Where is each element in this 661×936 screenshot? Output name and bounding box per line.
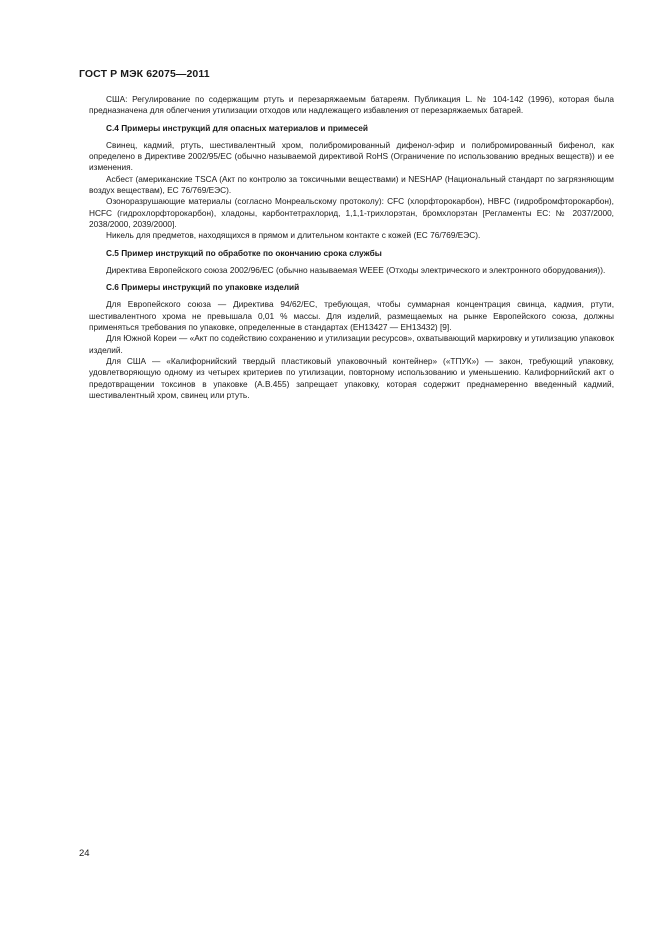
paragraph-eu-packaging: Для Европейского союза — Директива 94/62/ЕС, требующая, чтобы суммарная концентрация свинца, кадмия, ртути, шестивалентного хрома не превышала 0,01 % массы. Для изделий, размещаемых на рынке Европейского союза, должны применяться требования по упаковке, определенные в стандартах (ЕН13427 — ЕН13432) [9]. [89, 299, 614, 333]
paragraph-rohs: Свинец, кадмий, ртуть, шестивалентный хром, полибромированный дифенол-эфир и полибромированный бифенол, как определено в Директиве 2002/95/ЕС (обычно называемой директивой RoHS (Ограничение по использованию вредных веществ)) и ее изменения. [89, 139, 614, 173]
paragraph-nickel: Никель для предметов, находящихся в прямом и длительном контакте с кожей (ЕС 76/769/ЕЭС). [106, 230, 481, 241]
paragraph-asbestos: Асбест (американские TSCA (Акт по контролю за токсичными веществами) и NESHAP (Национальный стандарт по загрязняющим воздух веществам), ЕС 76/769/ЕЭС). [89, 173, 614, 196]
section-heading-c4: С.4 Примеры инструкций для опасных материалов и примесей [106, 122, 368, 133]
paragraph-ozone: Озоноразрушающие материалы (согласно Монреальскому протоколу): CFC (хлорфторокарбон), HBFC (гидробромфторокарбон), HCFC (гидрохлорфторокарбон), хладоны, карбонтетрахлорид, 1,1,1-трихлорэтан, бромхлорэтан [Регламенты ЕС: № 2037/2000, 2038/2000, 2039/2000]. [89, 196, 614, 229]
paragraph-korea-packaging: Для Южной Кореи — «Акт по содействию сохранению и утилизации ресурсов», охватывающий маркировку и утилизацию упаковок изделий. [89, 333, 614, 355]
page-title: ГОСТ Р МЭК 62075—2011 [79, 68, 210, 80]
section-heading-c5: С.5 Пример инструкций по обработке по окончанию срока службы [106, 247, 382, 258]
paragraph-usa-batteries: США: Регулирование по содержащим ртуть и перезаряжаемым батареям. Публикация L. № 104-142 (1996), которая была предназначена для облегчения утилизации отходов или надлежащего избавления от перезаряжаемых батарей. [89, 94, 614, 116]
page-number: 24 [79, 848, 90, 859]
section-heading-c6: С.6 Примеры инструкций по упаковке изделий [106, 282, 300, 293]
paragraph-weee: Директива Европейского союза 2002/96/ЕС (обычно называемая WEEE (Отходы электрического и электронного оборудования)). [106, 264, 606, 275]
document-body [89, 94, 614, 401]
paragraph-usa-packaging: Для США — «Калифорнийский твердый пластиковый упаковочный контейнер» («ТПУК») — закон, требующий упаковку, удовлетворяющую одному из четырех критериев по утилизации, повторному использованию и уменьшению. Калифорнийский акт о предотвращении токсинов в упаковке (А.В.455) запрещает упаковку, которая содержит преднамеренно введенный кадмий, шестивалентный хром, свинец или ртуть. [89, 355, 614, 400]
